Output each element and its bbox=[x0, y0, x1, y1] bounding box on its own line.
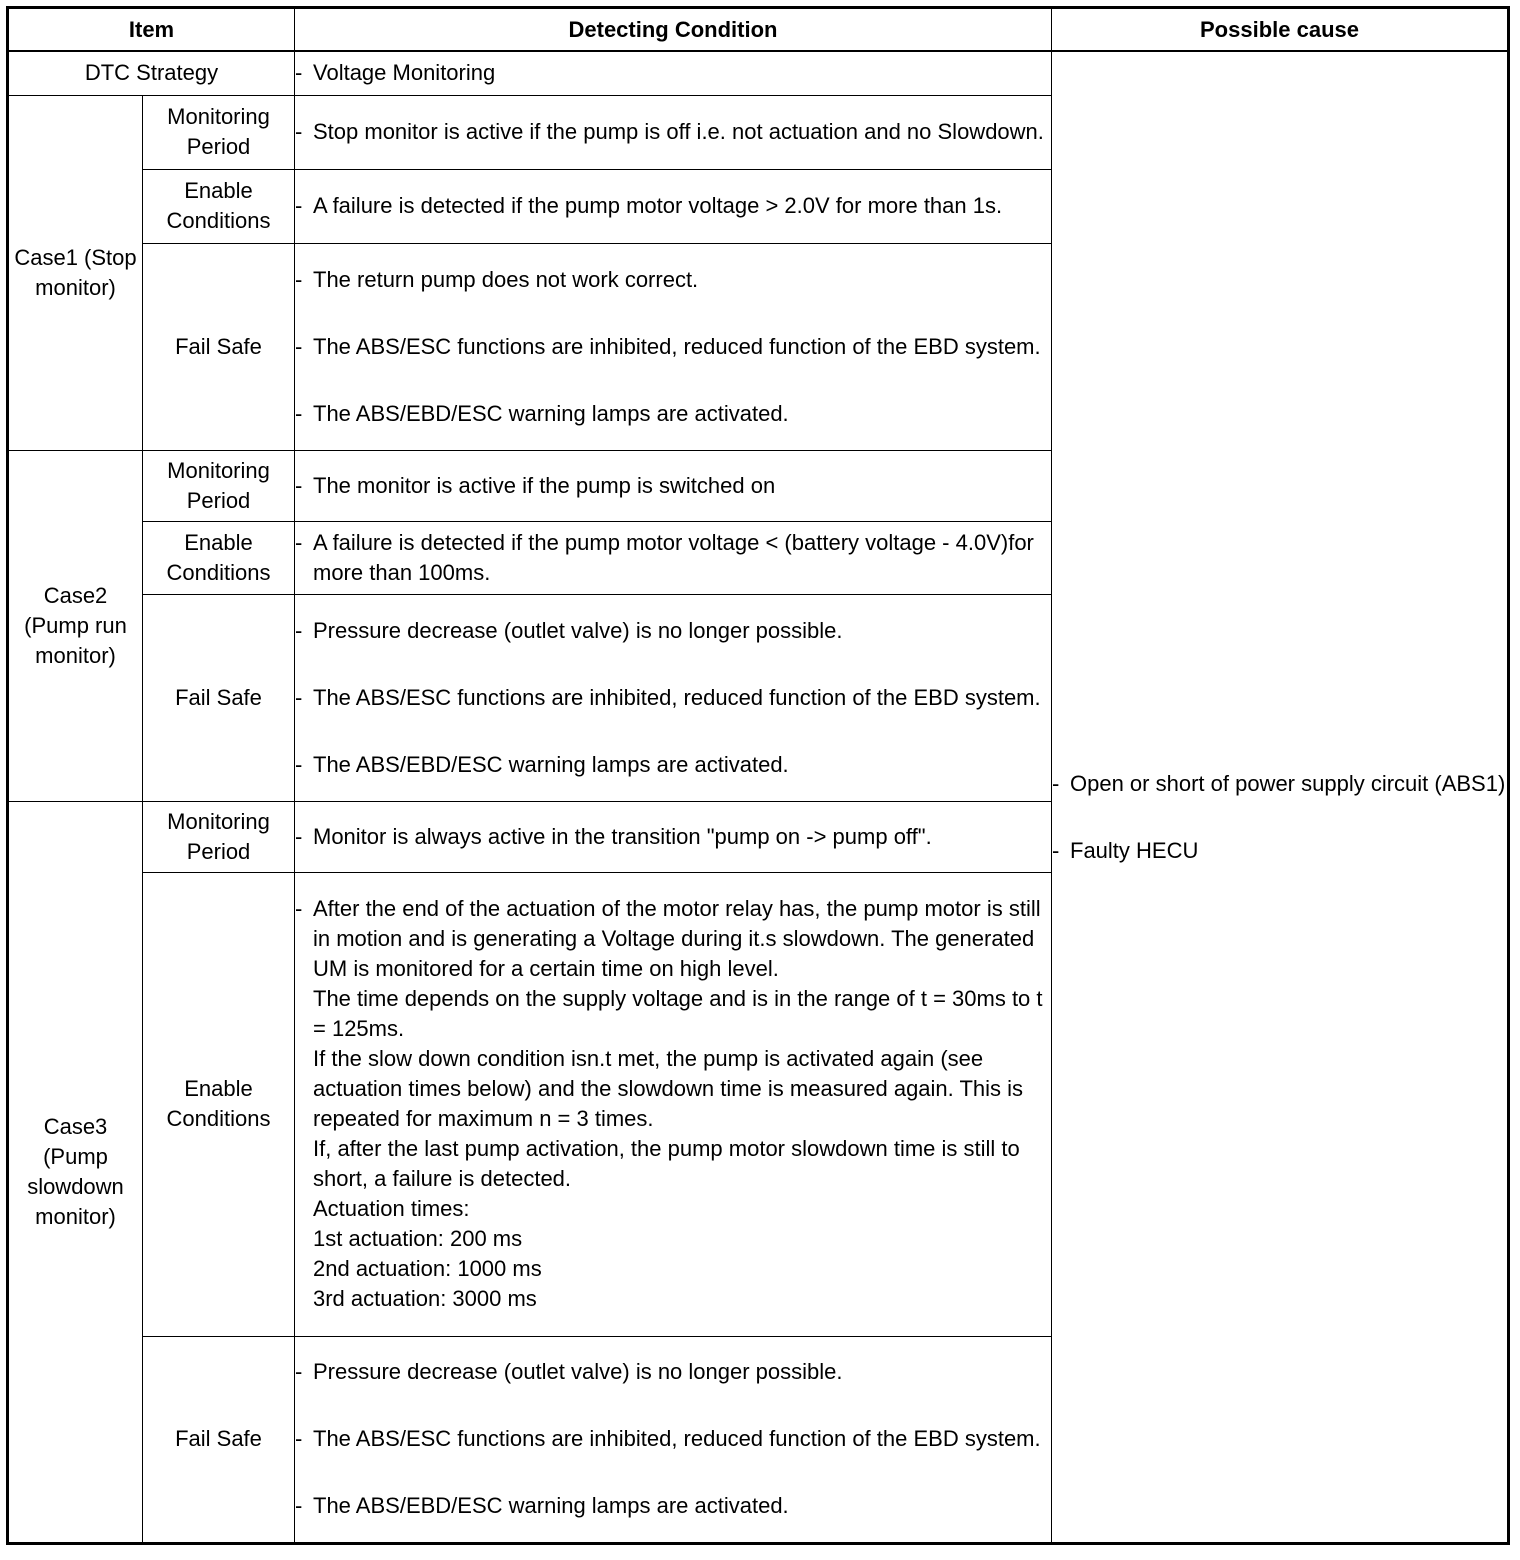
header-item: Item bbox=[8, 8, 295, 52]
header-row bbox=[8, 8, 1509, 52]
case1-enable-conditions-value: - A failure is detected if the pump motor voltage > 2.0V for more than 1s. bbox=[295, 169, 1052, 243]
dtc-table bbox=[6, 6, 1510, 1545]
case2-enable-conditions-label: Enable Conditions bbox=[143, 521, 295, 594]
case2-monitoring-period-value: - The monitor is active if the pump is switched on bbox=[295, 450, 1052, 521]
case2-monitoring-period-label: Monitoring Period bbox=[143, 450, 295, 521]
case3-fail-safe-value: - Pressure decrease (outlet valve) is no longer possible. - The ABS/ESC functions are inhibited, reduced function of the EBD system. - The ABS/EBD/ESC warning lamps are activated. bbox=[295, 1336, 1052, 1543]
possible-cause-item: - Open or short of power supply circuit (ABS1) bbox=[1052, 771, 1506, 797]
header-possible-cause: Possible cause bbox=[1052, 8, 1509, 52]
case1-fail-safe-value: - The return pump does not work correct. - The ABS/ESC functions are inhibited, reduced function of the EBD system. - The ABS/EBD/ESC warning lamps are activated. bbox=[295, 243, 1052, 450]
case1-label: Case1 (Stop monitor) bbox=[8, 95, 143, 450]
case1-monitoring-period-value: - Stop monitor is active if the pump is off i.e. not actuation and no Slowdown. bbox=[295, 95, 1052, 169]
case3-label: Case3 (Pump slowdown monitor) bbox=[8, 801, 143, 1543]
dtc-strategy-label: DTC Strategy bbox=[8, 51, 295, 95]
case1-enable-conditions-label: Enable Conditions bbox=[143, 169, 295, 243]
document bbox=[6, 6, 1510, 1545]
case2-label: Case2 (Pump run monitor) bbox=[8, 450, 143, 801]
case2-fail-safe-label: Fail Safe bbox=[143, 594, 295, 801]
table-row bbox=[8, 51, 1509, 95]
case1-monitoring-period-label: Monitoring Period bbox=[143, 95, 295, 169]
possible-cause-item: - Faulty HECU bbox=[1052, 838, 1199, 864]
case3-monitoring-period-value: - Monitor is always active in the transition "pump on -> pump off". bbox=[295, 801, 1052, 872]
case3-enable-conditions-value: - After the end of the actuation of the motor relay has, the pump motor is still in motion and is generating a Voltage during it.s slowdown. The generated UM is monitored for a certain time on high level. The time depends on the supply voltage and is in the range of t = 30ms to t = 125ms. If the slow down condition isn.t met, the pump is activated again (see actuation times below) and the slowdown time is measured again. This is repeated for maximum n = 3 times. If, after the last pump activation, the pump motor slowdown time is still to short, a failure is detected. Actuation times: 1st actuation: 200 ms 2nd actuation: 1000 ms 3rd actuation: 3000 ms bbox=[295, 872, 1052, 1336]
case3-monitoring-period-label: Monitoring Period bbox=[143, 801, 295, 872]
case2-enable-conditions-value: - A failure is detected if the pump motor voltage < (battery voltage - 4.0V)for more than 100ms. bbox=[295, 521, 1052, 594]
case3-fail-safe-label: Fail Safe bbox=[143, 1336, 295, 1543]
case2-fail-safe-value: - Pressure decrease (outlet valve) is no longer possible. - The ABS/ESC functions are inhibited, reduced function of the EBD system. - The ABS/EBD/ESC warning lamps are activated. bbox=[295, 594, 1052, 801]
dtc-strategy-value: - Voltage Monitoring bbox=[295, 51, 1052, 95]
header-detecting-condition: Detecting Condition bbox=[295, 8, 1052, 52]
possible-cause-cell bbox=[1052, 51, 1509, 1543]
case3-enable-conditions-label: Enable Conditions bbox=[143, 872, 295, 1336]
case1-fail-safe-label: Fail Safe bbox=[143, 243, 295, 450]
